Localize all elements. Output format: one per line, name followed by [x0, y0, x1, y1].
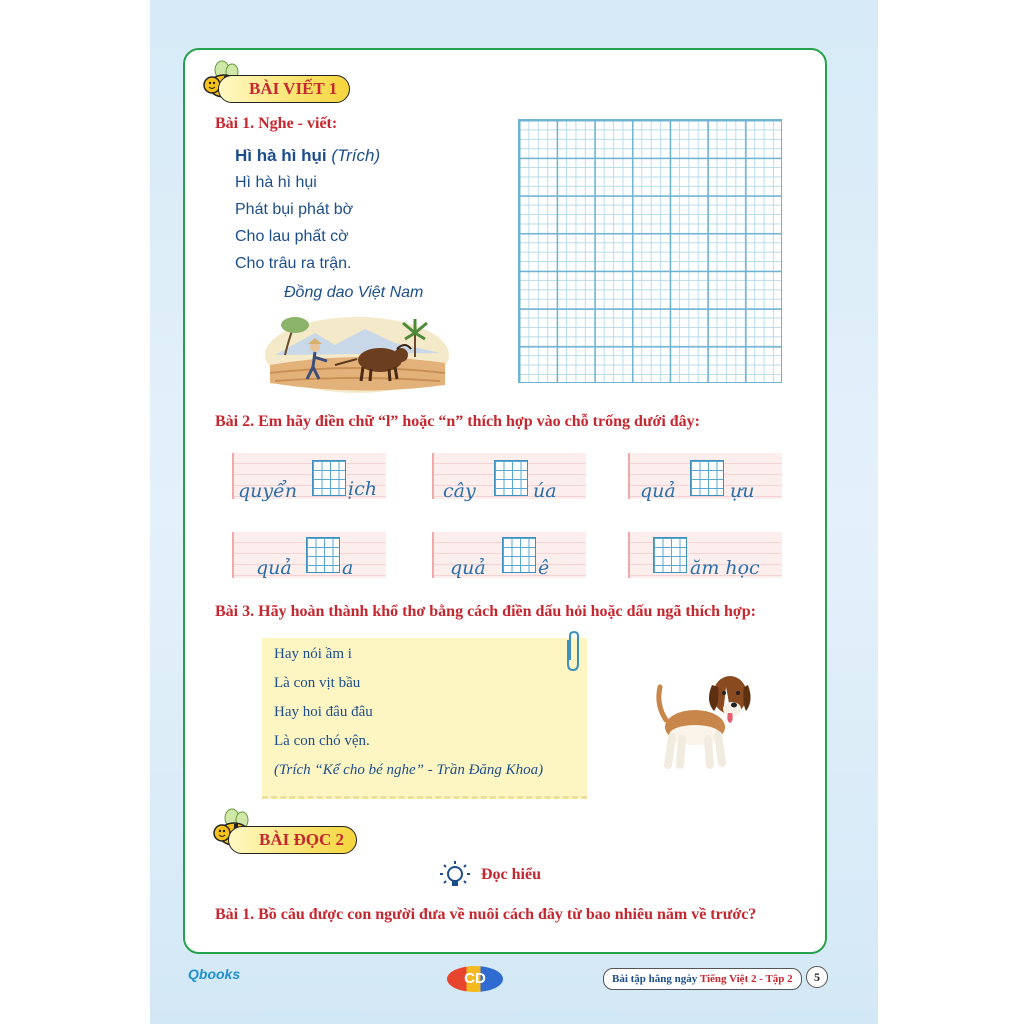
lightbulb-icon: [439, 860, 471, 890]
blank-box[interactable]: [653, 537, 687, 573]
paperclip-icon: [563, 630, 583, 672]
center-logo: CD: [447, 966, 503, 992]
word-before: quả: [640, 480, 676, 502]
book-volume: - Tập 2: [759, 973, 793, 985]
blank-box[interactable]: [690, 460, 724, 496]
note-line: Hay nói ầm i: [274, 646, 352, 662]
poem-line: Phát bụi phát bờ: [235, 201, 354, 218]
section-tag-bai-viet: BÀI VIẾT 1: [218, 75, 350, 103]
word-after: a: [342, 557, 354, 579]
farmer-plowing-illustration: [265, 315, 450, 395]
blank-box[interactable]: [312, 460, 346, 496]
word-after: ê: [538, 557, 550, 579]
dog-illustration: [650, 665, 755, 770]
poem-title-text: Hì hà hì hụi: [235, 146, 327, 165]
publisher-logo: Qbooks: [188, 966, 241, 982]
poem-line: Hì hà hì hụi: [235, 174, 317, 191]
exercise2-label: Bài 2. Em hãy điền chữ “l” hoặc “n” thích hợp vào chỗ trống dưới đây:: [215, 413, 700, 430]
note-line: Là con vịt bầu: [274, 675, 361, 691]
word-after: ựu: [730, 480, 755, 502]
word-after: úa: [533, 480, 557, 502]
blank-box[interactable]: [502, 537, 536, 573]
book-prefix: Bài tập hằng ngày: [612, 973, 698, 985]
footer-book-title: [603, 968, 802, 990]
blank-box[interactable]: [494, 460, 528, 496]
blank-box[interactable]: [306, 537, 340, 573]
page-number: 5: [806, 966, 828, 988]
poem-author: Đồng dao Việt Nam: [284, 284, 424, 301]
word-before: quả: [256, 557, 292, 579]
writing-grid[interactable]: [518, 119, 782, 383]
poem-title-note: (Trích): [331, 146, 381, 165]
note-source: (Trích “Kể cho bé nghe” - Trần Đăng Khoa): [274, 762, 544, 778]
note-line: Là con chó vện.: [274, 733, 370, 749]
exercise3-label: Bài 3. Hãy hoàn thành khổ thơ bằng cách điền dấu hỏi hoặc dấu ngã thích hợp:: [215, 603, 756, 620]
book-subject: Tiếng Việt 2: [699, 973, 757, 985]
poem-note-card: [262, 638, 587, 799]
note-line: Hay hoi đâu đâu: [274, 704, 373, 720]
poem-title: [235, 146, 380, 166]
reading-subheading: Đọc hiểu: [481, 866, 541, 883]
poem-line: Cho lau phất cờ: [235, 228, 349, 245]
exercise1-label: Bài 1. Nghe - viết:: [215, 115, 338, 132]
word-before: quả: [450, 557, 486, 579]
poem-line: Cho trâu ra trận.: [235, 255, 352, 272]
section-tag-bai-doc: BÀI ĐỌC 2: [228, 826, 357, 854]
reading-question: Bài 1. Bồ câu được con người đưa về nuôi cách đây từ bao nhiêu năm về trước?: [215, 906, 757, 923]
word-after: ăm học: [690, 557, 760, 579]
word-before: quyển: [238, 480, 298, 502]
word-before: cây: [443, 480, 476, 502]
word-after: ịch: [348, 478, 377, 500]
